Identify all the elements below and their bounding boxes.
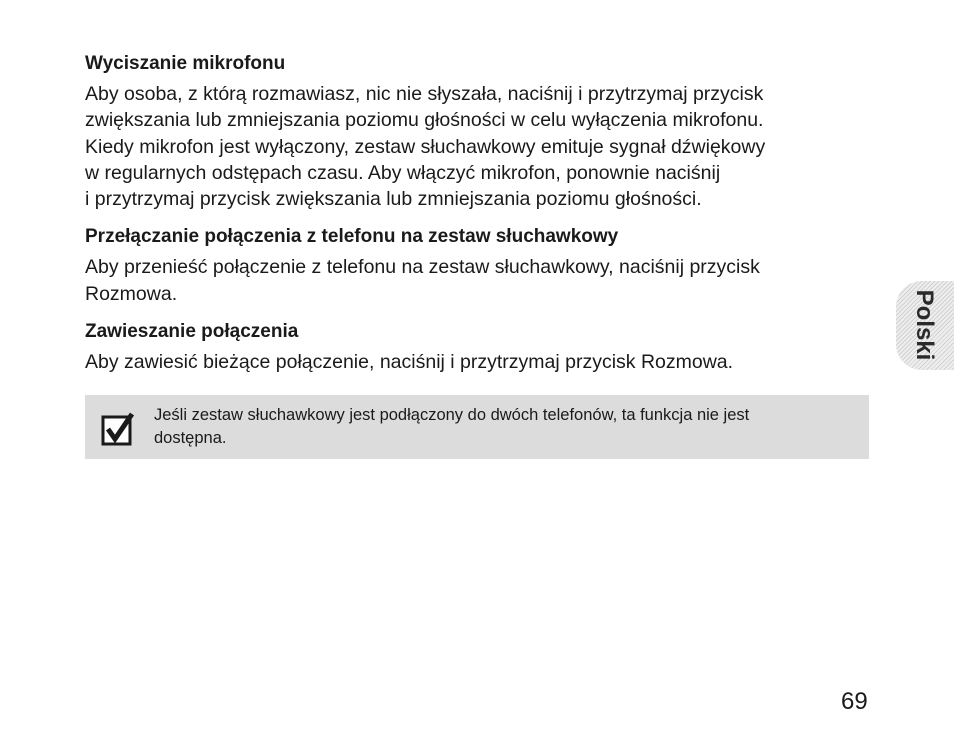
section-hold-call [85,320,875,375]
note-box [85,395,869,459]
language-tab [896,281,954,370]
section-body: Aby przenieść połączenie z telefonu na zestaw słuchawkowy, naciśnij przycisk Rozmowa. [85,256,760,305]
section-mute-microphone [85,52,875,212]
section-heading: Przełączanie połączenia z telefonu na zestaw słuchawkowy [85,226,619,248]
note-text: Jeśli zestaw słuchawkowy jest podłączony do dwóch telefonów, ta funkcja nie jest dostępna. [154,406,750,447]
section-body: Aby zawiesić bieżące połączenie, naciśnij i przytrzymaj przycisk Rozmowa. [85,351,734,374]
section-transfer-call [85,225,875,307]
page-content [85,52,875,388]
language-tab-label: Polski [911,289,938,361]
section-heading: Zawieszanie połączenia [85,321,299,343]
section-body: Aby osoba, z którą rozmawiasz, nic nie słyszała, naciśnij i przytrzymaj przycisk zwiększania lub zmniejszania poziomu głośności w celu wyłączenia mikrofonu. Kiedy mikrofon jest wyłączony, zestaw słuchawkowy emituje sygnał dźwiękowy w regularnych odstępach czasu. Aby włączyć mikrofon, ponownie naciśnij i przytrzymaj przycisk zwiększania lub zmniejszania poziomu głośności. [85,83,766,211]
page-number: 69 [841,688,868,715]
section-heading: Wyciszanie mikrofonu [85,53,286,74]
checkbox-check-icon [101,412,135,446]
